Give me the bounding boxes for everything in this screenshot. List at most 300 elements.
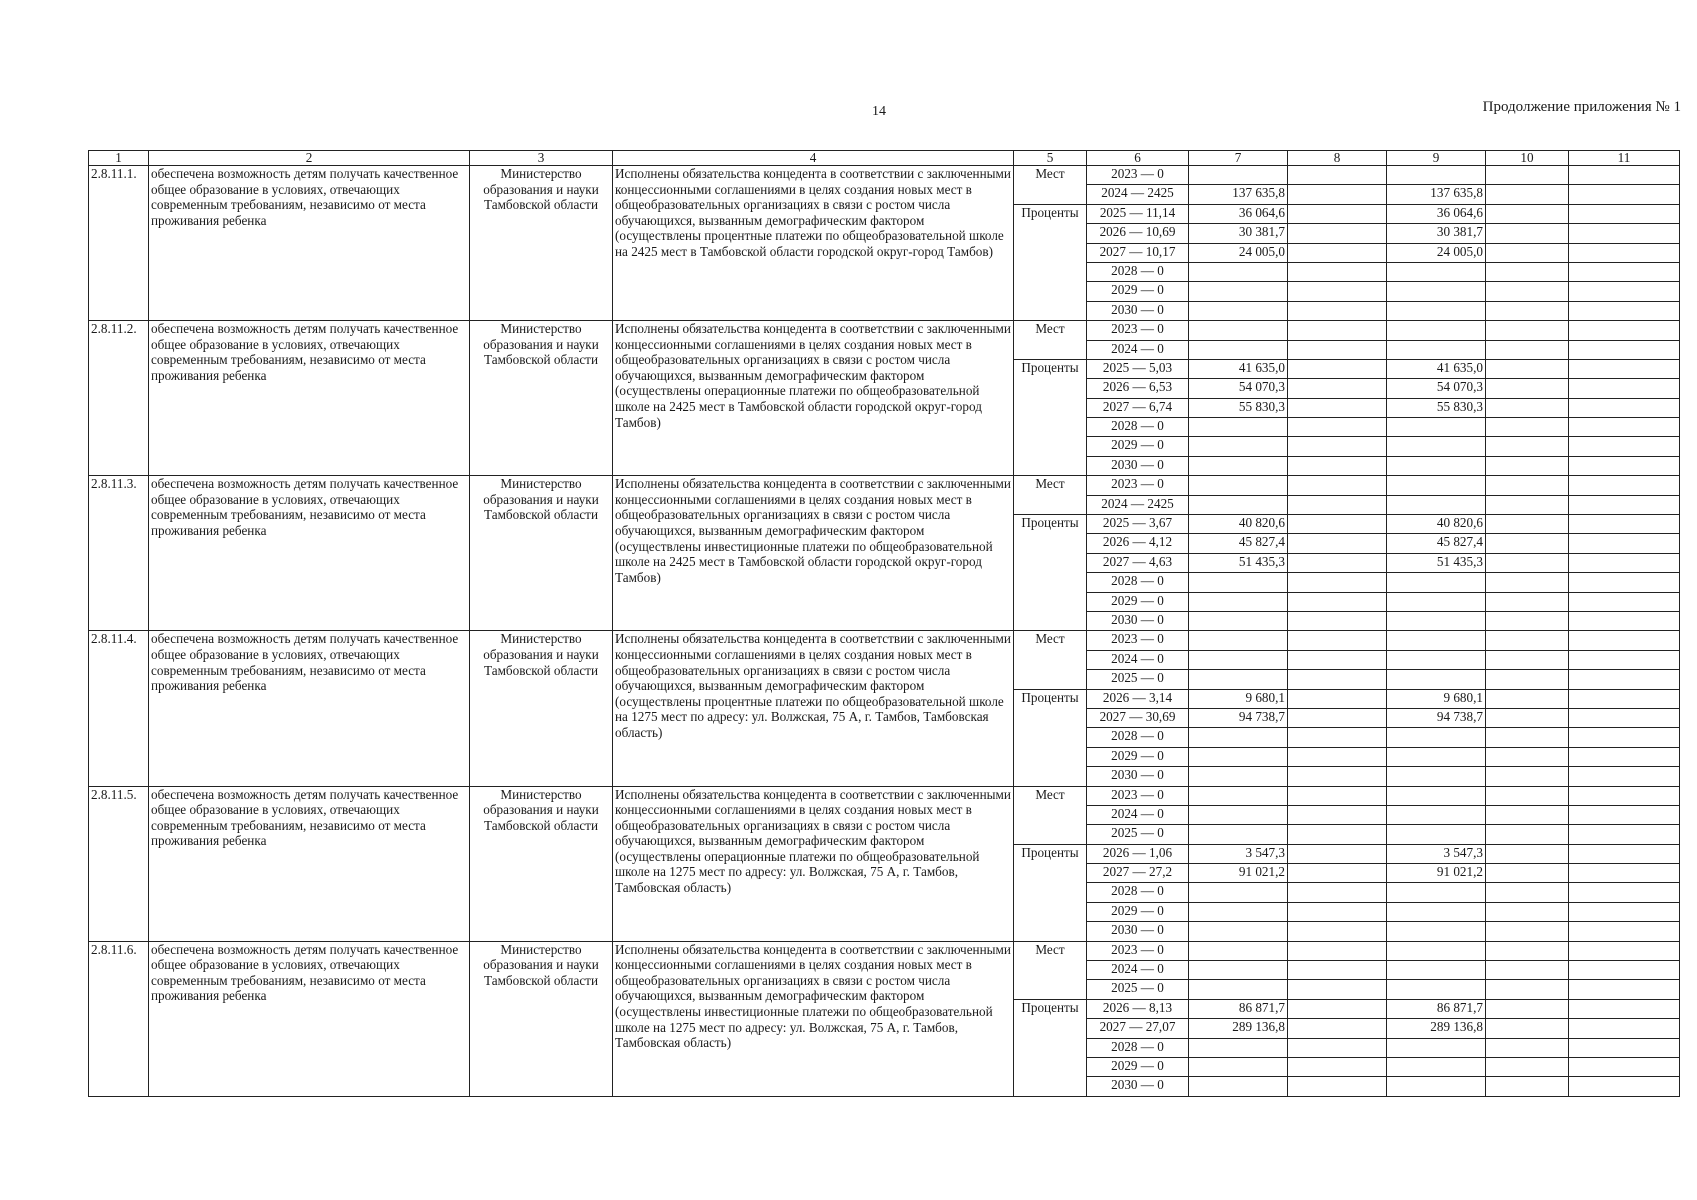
responsible-executor: Министерство образования и науки Тамбовской области [470, 476, 613, 631]
column-number: 7 [1189, 151, 1288, 166]
funding-col-11 [1569, 1038, 1680, 1057]
funding-regional [1387, 611, 1486, 630]
indicator-value: 2028 — 0 [1087, 262, 1189, 281]
funding-regional: 9 680,1 [1387, 689, 1486, 708]
funding-total: 91 021,2 [1189, 864, 1288, 883]
funding-col-10 [1486, 418, 1569, 437]
funding-col-8 [1288, 999, 1387, 1018]
indicator-value: 2024 — 0 [1087, 650, 1189, 669]
funding-col-8 [1288, 786, 1387, 805]
indicator-value: 2027 — 27,2 [1087, 864, 1189, 883]
funding-total [1189, 922, 1288, 941]
funding-total [1189, 805, 1288, 824]
indicator-value: 2029 — 0 [1087, 282, 1189, 301]
funding-regional: 137 635,8 [1387, 185, 1486, 204]
indicator-value: 2025 — 5,03 [1087, 359, 1189, 378]
funding-col-8 [1288, 418, 1387, 437]
item-number: 2.8.11.3. [89, 476, 149, 631]
funding-col-11 [1569, 243, 1680, 262]
funding-total [1189, 611, 1288, 630]
funding-regional [1387, 1038, 1486, 1057]
indicator-value: 2028 — 0 [1087, 573, 1189, 592]
funding-col-11 [1569, 224, 1680, 243]
column-number: 1 [89, 151, 149, 166]
funding-regional [1387, 340, 1486, 359]
indicator-value: 2030 — 0 [1087, 922, 1189, 941]
funding-col-11 [1569, 515, 1680, 534]
funding-col-10 [1486, 379, 1569, 398]
unit-places: Мест [1014, 631, 1087, 689]
indicator-value: 2027 — 4,63 [1087, 553, 1189, 572]
funding-col-11 [1569, 980, 1680, 999]
funding-col-10 [1486, 224, 1569, 243]
funding-col-10 [1486, 980, 1569, 999]
funding-col-8 [1288, 805, 1387, 824]
funding-col-11 [1569, 379, 1680, 398]
funding-col-11 [1569, 1077, 1680, 1096]
item-number: 2.8.11.6. [89, 941, 149, 1096]
indicator-value: 2024 — 2425 [1087, 495, 1189, 514]
indicator-value: 2029 — 0 [1087, 592, 1189, 611]
funding-regional [1387, 805, 1486, 824]
responsible-executor: Министерство образования и науки Тамбовской области [470, 786, 613, 941]
indicator-value: 2027 — 30,69 [1087, 708, 1189, 727]
indicator-value: 2023 — 0 [1087, 476, 1189, 495]
column-number-row [89, 151, 1680, 166]
funding-col-11 [1569, 1057, 1680, 1076]
funding-regional [1387, 883, 1486, 902]
funding-col-11 [1569, 340, 1680, 359]
funding-total [1189, 728, 1288, 747]
funding-regional [1387, 592, 1486, 611]
funding-regional [1387, 631, 1486, 650]
unit-percent: Проценты [1014, 204, 1087, 320]
funding-total [1189, 418, 1288, 437]
funding-col-11 [1569, 708, 1680, 727]
funding-col-8 [1288, 553, 1387, 572]
funding-total [1189, 495, 1288, 514]
funding-col-10 [1486, 611, 1569, 630]
funding-regional [1387, 670, 1486, 689]
funding-total [1189, 437, 1288, 456]
funding-col-8 [1288, 1077, 1387, 1096]
funding-regional [1387, 728, 1486, 747]
funding-total [1189, 321, 1288, 340]
expected-result: обеспечена возможность детям получать качественное общее образование в условиях, отвечающих современным требованиям, независимо от места проживания ребенка [149, 476, 470, 631]
funding-total [1189, 941, 1288, 960]
funding-col-11 [1569, 805, 1680, 824]
funding-col-10 [1486, 243, 1569, 262]
funding-col-10 [1486, 398, 1569, 417]
funding-col-10 [1486, 883, 1569, 902]
funding-regional [1387, 262, 1486, 281]
funding-col-11 [1569, 418, 1680, 437]
indicator-value: 2030 — 0 [1087, 456, 1189, 475]
funding-col-8 [1288, 689, 1387, 708]
funding-total: 137 635,8 [1189, 185, 1288, 204]
indicator-value: 2023 — 0 [1087, 786, 1189, 805]
funding-col-10 [1486, 805, 1569, 824]
funding-col-11 [1569, 456, 1680, 475]
funding-total [1189, 1077, 1288, 1096]
funding-col-11 [1569, 825, 1680, 844]
funding-total [1189, 282, 1288, 301]
indicator-value: 2028 — 0 [1087, 883, 1189, 902]
funding-col-10 [1486, 185, 1569, 204]
indicator-value: 2023 — 0 [1087, 631, 1189, 650]
funding-col-11 [1569, 747, 1680, 766]
funding-col-11 [1569, 592, 1680, 611]
funding-regional [1387, 456, 1486, 475]
funding-col-11 [1569, 650, 1680, 669]
indicator-value: 2029 — 0 [1087, 902, 1189, 921]
event-description: Исполнены обязательства концедента в соответствии с заключенными концессионными соглашениями в целях создания новых мест в общеобразовательных организациях в связи с ростом числа обучающихся, вызванным демографическим фактором (осуществлены операционные платежи по общеобразовательной школе на 1275 мест по адресу: ул. Волжская, 75 А, г. Тамбов, Тамбовская область) [613, 786, 1014, 941]
funding-total [1189, 786, 1288, 805]
funding-regional: 36 064,6 [1387, 204, 1486, 223]
indicator-value: 2023 — 0 [1087, 321, 1189, 340]
funding-col-11 [1569, 844, 1680, 863]
funding-col-11 [1569, 670, 1680, 689]
event-description: Исполнены обязательства концедента в соответствии с заключенными концессионными соглашениями в целях создания новых мест в общеобразовательных организациях в связи с ростом числа обучающихся, вызванным демографическим фактором (осуществлены инвестиционные платежи по общеобразовательной школе на 2425 мест в Тамбовской области городской округ-город Тамбов) [613, 476, 1014, 631]
funding-col-10 [1486, 282, 1569, 301]
indicator-value: 2028 — 0 [1087, 1038, 1189, 1057]
funding-col-11 [1569, 262, 1680, 281]
funding-regional [1387, 437, 1486, 456]
funding-total: 9 680,1 [1189, 689, 1288, 708]
indicator-value: 2026 — 1,06 [1087, 844, 1189, 863]
funding-col-10 [1486, 728, 1569, 747]
indicator-value: 2027 — 6,74 [1087, 398, 1189, 417]
funding-col-10 [1486, 166, 1569, 185]
funding-col-8 [1288, 864, 1387, 883]
funding-col-11 [1569, 941, 1680, 960]
funding-regional [1387, 573, 1486, 592]
funding-col-8 [1288, 166, 1387, 185]
funding-col-10 [1486, 321, 1569, 340]
table-body [89, 166, 1680, 1097]
indicator-value: 2030 — 0 [1087, 1077, 1189, 1096]
funding-col-11 [1569, 398, 1680, 417]
funding-col-8 [1288, 282, 1387, 301]
funding-col-10 [1486, 689, 1569, 708]
funding-col-8 [1288, 961, 1387, 980]
expected-result: обеспечена возможность детям получать качественное общее образование в условиях, отвечающих современным требованиям, независимо от места проживания ребенка [149, 166, 470, 321]
funding-col-8 [1288, 359, 1387, 378]
funding-total: 24 005,0 [1189, 243, 1288, 262]
funding-total [1189, 592, 1288, 611]
funding-col-8 [1288, 456, 1387, 475]
funding-col-8 [1288, 922, 1387, 941]
funding-col-11 [1569, 767, 1680, 786]
funding-col-10 [1486, 825, 1569, 844]
funding-total [1189, 456, 1288, 475]
funding-col-10 [1486, 476, 1569, 495]
table-row [89, 166, 1680, 185]
funding-total: 55 830,3 [1189, 398, 1288, 417]
funding-col-8 [1288, 728, 1387, 747]
funding-total: 36 064,6 [1189, 204, 1288, 223]
funding-total [1189, 825, 1288, 844]
funding-col-11 [1569, 631, 1680, 650]
responsible-executor: Министерство образования и науки Тамбовской области [470, 166, 613, 321]
funding-col-10 [1486, 573, 1569, 592]
funding-col-11 [1569, 902, 1680, 921]
funding-total: 94 738,7 [1189, 708, 1288, 727]
funding-col-10 [1486, 650, 1569, 669]
indicator-value: 2028 — 0 [1087, 418, 1189, 437]
funding-col-8 [1288, 1057, 1387, 1076]
indicator-value: 2030 — 0 [1087, 611, 1189, 630]
funding-col-10 [1486, 999, 1569, 1018]
unit-percent: Проценты [1014, 359, 1087, 475]
funding-col-8 [1288, 398, 1387, 417]
funding-col-11 [1569, 553, 1680, 572]
indicator-value: 2027 — 27,07 [1087, 1019, 1189, 1038]
indicator-value: 2023 — 0 [1087, 941, 1189, 960]
responsible-executor: Министерство образования и науки Тамбовской области [470, 321, 613, 476]
column-number: 8 [1288, 151, 1387, 166]
funding-col-8 [1288, 1019, 1387, 1038]
funding-col-11 [1569, 611, 1680, 630]
unit-percent: Проценты [1014, 689, 1087, 786]
indicator-value: 2026 — 3,14 [1087, 689, 1189, 708]
funding-total [1189, 573, 1288, 592]
unit-places: Мест [1014, 941, 1087, 999]
funding-col-10 [1486, 631, 1569, 650]
funding-col-10 [1486, 1077, 1569, 1096]
event-description: Исполнены обязательства концедента в соответствии с заключенными концессионными соглашениями в целях создания новых мест в общеобразовательных организациях в связи с ростом числа обучающихся, вызванным демографическим фактором (осуществлены операционные платежи по общеобразовательной школе на 2425 мест в Тамбовской области городской округ-город Тамбов) [613, 321, 1014, 476]
funding-regional [1387, 980, 1486, 999]
funding-col-10 [1486, 437, 1569, 456]
column-number: 5 [1014, 151, 1087, 166]
funding-col-11 [1569, 573, 1680, 592]
table-row [89, 631, 1680, 650]
funding-col-11 [1569, 534, 1680, 553]
funding-col-10 [1486, 961, 1569, 980]
funding-total [1189, 902, 1288, 921]
unit-percent: Проценты [1014, 844, 1087, 941]
column-number: 6 [1087, 151, 1189, 166]
expected-result: обеспечена возможность детям получать качественное общее образование в условиях, отвечающих современным требованиям, независимо от места проживания ребенка [149, 321, 470, 476]
funding-total [1189, 1057, 1288, 1076]
funding-total [1189, 631, 1288, 650]
funding-col-11 [1569, 282, 1680, 301]
funding-col-10 [1486, 747, 1569, 766]
funding-total: 54 070,3 [1189, 379, 1288, 398]
indicator-value: 2023 — 0 [1087, 166, 1189, 185]
funding-regional [1387, 321, 1486, 340]
funding-col-8 [1288, 941, 1387, 960]
funding-col-10 [1486, 1019, 1569, 1038]
funding-regional [1387, 650, 1486, 669]
column-number: 10 [1486, 151, 1569, 166]
funding-regional: 91 021,2 [1387, 864, 1486, 883]
funding-col-10 [1486, 922, 1569, 941]
table-row [89, 321, 1680, 340]
funding-regional [1387, 747, 1486, 766]
funding-regional: 45 827,4 [1387, 534, 1486, 553]
funding-col-10 [1486, 864, 1569, 883]
indicator-value: 2025 — 3,67 [1087, 515, 1189, 534]
funding-total [1189, 1038, 1288, 1057]
funding-col-11 [1569, 864, 1680, 883]
funding-col-8 [1288, 262, 1387, 281]
unit-places: Мест [1014, 786, 1087, 844]
funding-total: 289 136,8 [1189, 1019, 1288, 1038]
funding-col-8 [1288, 185, 1387, 204]
funding-col-10 [1486, 941, 1569, 960]
indicator-value: 2026 — 8,13 [1087, 999, 1189, 1018]
funding-col-10 [1486, 786, 1569, 805]
funding-col-10 [1486, 204, 1569, 223]
table-row [89, 941, 1680, 960]
funding-regional: 24 005,0 [1387, 243, 1486, 262]
funding-col-8 [1288, 708, 1387, 727]
funding-col-8 [1288, 902, 1387, 921]
expected-result: обеспечена возможность детям получать качественное общее образование в условиях, отвечающих современным требованиям, независимо от места проживания ребенка [149, 786, 470, 941]
funding-regional: 3 547,3 [1387, 844, 1486, 863]
indicator-value: 2024 — 0 [1087, 961, 1189, 980]
funding-regional [1387, 825, 1486, 844]
page-number: 14 [872, 104, 886, 119]
funding-total [1189, 670, 1288, 689]
funding-total [1189, 747, 1288, 766]
unit-percent: Проценты [1014, 515, 1087, 631]
funding-col-8 [1288, 650, 1387, 669]
funding-col-11 [1569, 1019, 1680, 1038]
funding-col-11 [1569, 999, 1680, 1018]
funding-col-11 [1569, 185, 1680, 204]
funding-col-11 [1569, 883, 1680, 902]
unit-percent: Проценты [1014, 999, 1087, 1096]
funding-total [1189, 650, 1288, 669]
funding-regional: 94 738,7 [1387, 708, 1486, 727]
indicator-value: 2030 — 0 [1087, 301, 1189, 320]
funding-col-10 [1486, 592, 1569, 611]
funding-col-11 [1569, 689, 1680, 708]
funding-col-8 [1288, 1038, 1387, 1057]
funding-regional [1387, 767, 1486, 786]
funding-total [1189, 961, 1288, 980]
funding-col-11 [1569, 437, 1680, 456]
funding-col-8 [1288, 515, 1387, 534]
funding-total [1189, 262, 1288, 281]
funding-col-8 [1288, 321, 1387, 340]
funding-col-10 [1486, 844, 1569, 863]
funding-col-8 [1288, 747, 1387, 766]
funding-col-10 [1486, 534, 1569, 553]
funding-col-8 [1288, 631, 1387, 650]
event-description: Исполнены обязательства концедента в соответствии с заключенными концессионными соглашениями в целях создания новых мест в общеобразовательных организациях в связи с ростом числа обучающихся, вызванным демографическим фактором (осуществлены процентные платежи по общеобразовательной школе на 2425 мест в Тамбовской области городской округ-город Тамбов) [613, 166, 1014, 321]
funding-col-11 [1569, 166, 1680, 185]
expected-result: обеспечена возможность детям получать качественное общее образование в условиях, отвечающих современным требованиям, независимо от места проживания ребенка [149, 941, 470, 1096]
funding-total: 45 827,4 [1189, 534, 1288, 553]
indicator-value: 2029 — 0 [1087, 1057, 1189, 1076]
funding-total [1189, 301, 1288, 320]
funding-regional [1387, 961, 1486, 980]
unit-places: Мест [1014, 166, 1087, 205]
funding-col-8 [1288, 767, 1387, 786]
indicator-value: 2026 — 4,12 [1087, 534, 1189, 553]
funding-col-8 [1288, 980, 1387, 999]
funding-regional [1387, 902, 1486, 921]
funding-col-10 [1486, 340, 1569, 359]
indicator-value: 2024 — 0 [1087, 340, 1189, 359]
funding-col-11 [1569, 204, 1680, 223]
funding-total [1189, 166, 1288, 185]
column-number: 11 [1569, 151, 1680, 166]
funding-total: 3 547,3 [1189, 844, 1288, 863]
funding-regional [1387, 282, 1486, 301]
unit-places: Мест [1014, 321, 1087, 360]
funding-col-8 [1288, 476, 1387, 495]
funding-col-10 [1486, 767, 1569, 786]
program-table [88, 150, 1680, 1097]
funding-regional: 54 070,3 [1387, 379, 1486, 398]
indicator-value: 2027 — 10,17 [1087, 243, 1189, 262]
funding-col-10 [1486, 670, 1569, 689]
funding-col-8 [1288, 534, 1387, 553]
column-number: 9 [1387, 151, 1486, 166]
funding-col-8 [1288, 844, 1387, 863]
funding-col-10 [1486, 902, 1569, 921]
funding-regional [1387, 1057, 1486, 1076]
indicator-value: 2025 — 11,14 [1087, 204, 1189, 223]
funding-total [1189, 340, 1288, 359]
funding-total: 41 635,0 [1189, 359, 1288, 378]
funding-col-8 [1288, 204, 1387, 223]
funding-col-11 [1569, 728, 1680, 747]
funding-regional [1387, 786, 1486, 805]
funding-col-8 [1288, 224, 1387, 243]
funding-regional: 41 635,0 [1387, 359, 1486, 378]
indicator-value: 2028 — 0 [1087, 728, 1189, 747]
indicator-value: 2024 — 2425 [1087, 185, 1189, 204]
indicator-value: 2025 — 0 [1087, 670, 1189, 689]
event-description: Исполнены обязательства концедента в соответствии с заключенными концессионными соглашениями в целях создания новых мест в общеобразовательных организациях в связи с ростом числа обучающихся, вызванным демографическим фактором (осуществлены инвестиционные платежи по общеобразовательной школе на 1275 мест по адресу: ул. Волжская, 75 А, г. Тамбов, Тамбовская область) [613, 941, 1014, 1096]
funding-col-10 [1486, 708, 1569, 727]
funding-regional [1387, 166, 1486, 185]
funding-regional [1387, 418, 1486, 437]
funding-col-10 [1486, 553, 1569, 572]
indicator-value: 2030 — 0 [1087, 767, 1189, 786]
funding-total: 30 381,7 [1189, 224, 1288, 243]
funding-col-11 [1569, 961, 1680, 980]
funding-col-10 [1486, 1057, 1569, 1076]
funding-col-10 [1486, 515, 1569, 534]
funding-col-8 [1288, 883, 1387, 902]
funding-total: 51 435,3 [1189, 553, 1288, 572]
funding-col-8 [1288, 340, 1387, 359]
event-description: Исполнены обязательства концедента в соответствии с заключенными концессионными соглашениями в целях создания новых мест в общеобразовательных организациях в связи с ростом числа обучающихся, вызванным демографическим фактором (осуществлены процентные платежи по общеобразовательной школе на 1275 мест по адресу: ул. Волжская, 75 А, г. Тамбов, Тамбовская область) [613, 631, 1014, 786]
column-number: 3 [470, 151, 613, 166]
funding-col-11 [1569, 359, 1680, 378]
funding-col-10 [1486, 301, 1569, 320]
table-row [89, 786, 1680, 805]
funding-regional: 289 136,8 [1387, 1019, 1486, 1038]
funding-total [1189, 767, 1288, 786]
funding-col-11 [1569, 495, 1680, 514]
funding-col-11 [1569, 321, 1680, 340]
funding-regional [1387, 1077, 1486, 1096]
funding-col-10 [1486, 1038, 1569, 1057]
funding-col-11 [1569, 922, 1680, 941]
funding-col-8 [1288, 611, 1387, 630]
funding-col-8 [1288, 379, 1387, 398]
funding-regional [1387, 476, 1486, 495]
item-number: 2.8.11.2. [89, 321, 149, 476]
funding-col-10 [1486, 456, 1569, 475]
